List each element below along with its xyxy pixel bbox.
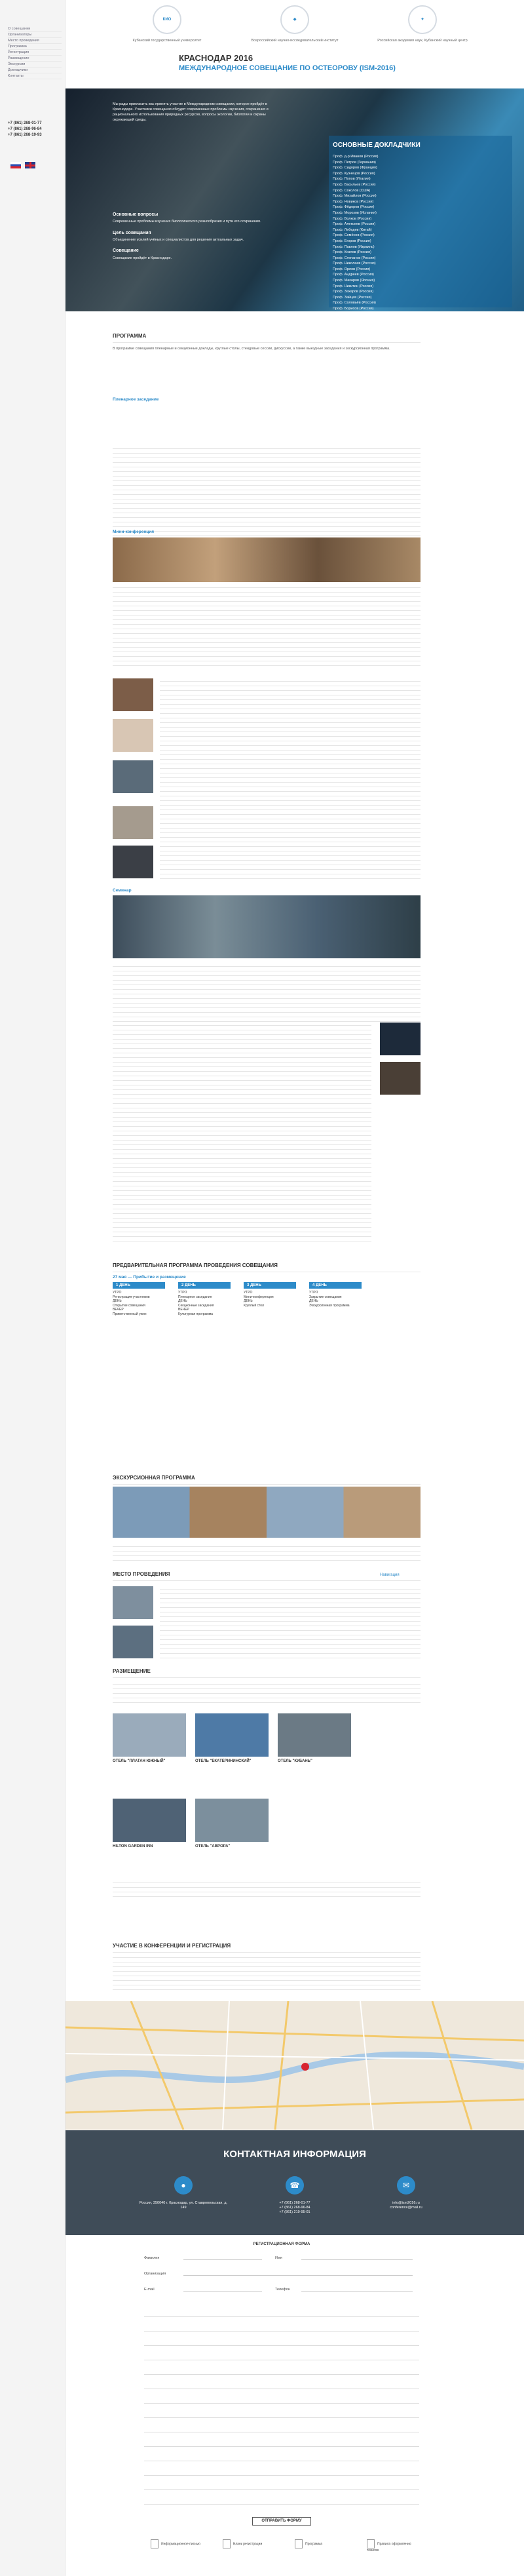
- program-section: [113, 333, 421, 403]
- email-field[interactable]: [183, 2285, 262, 2292]
- register-title: УЧАСТИЕ В КОНФЕРЕНЦИИ И РЕГИСТРАЦИЯ: [113, 1943, 421, 1953]
- keynote-speaker: Проф. Соколов (США): [333, 188, 371, 193]
- keynote-speaker: Проф. Лебедев (Китай): [333, 227, 372, 232]
- text-block: [113, 585, 421, 670]
- phone-number[interactable]: +7 (861) 268-96-84: [8, 127, 42, 131]
- photo-4: [113, 806, 153, 839]
- file-link[interactable]: Правила оформления тезисов: [367, 2539, 419, 2553]
- keynote-speaker: Проф. Павлов (Израиль): [333, 244, 375, 249]
- keynote-speaker: Проф. Кузнецов (Россия): [333, 171, 375, 176]
- program-title: ПРОГРАММА: [113, 333, 421, 343]
- keynote-speaker: Проф. Семёнов (Россия): [333, 233, 375, 238]
- sidebar-nav-item[interactable]: Организаторы: [8, 32, 62, 38]
- flag-ru-icon[interactable]: [10, 162, 21, 168]
- document-icon: [223, 2539, 231, 2548]
- text-block-2: [160, 678, 421, 882]
- phones: [8, 121, 42, 138]
- sidebar-nav-item[interactable]: Докладчики: [8, 68, 62, 73]
- photo-5: [113, 846, 153, 878]
- keynote-speaker: Проф. Сидоров (Франция): [333, 166, 377, 170]
- photo-1: [113, 678, 153, 711]
- photo-3: [113, 760, 153, 793]
- page-subtitle: МЕЖДУНАРОДНОЕ СОВЕЩАНИЕ ПО ОСТЕОРОВУ (ISM-2016): [179, 64, 396, 72]
- location-icon: ●: [174, 2176, 193, 2195]
- hotel-card[interactable]: ОТЕЛЬ "АВРОРА": [195, 1799, 269, 1849]
- lodging-section: РАЗМЕЩЕНИЕ: [113, 1668, 421, 1678]
- keynote-speaker: Проф. Егоров (Россия): [333, 239, 371, 243]
- sidebar-nav: [8, 26, 62, 79]
- keynote-speaker: Проф. Фёдоров (Россия): [333, 205, 375, 210]
- program-intro: В программе совещания пленарные и секционные доклады, круглые столы, стендовые сессии, дискуссии, а также выездные заседания и экскурсионная программа.: [113, 346, 390, 351]
- venue-photo-1: [113, 1586, 153, 1619]
- keynote-speaker: Проф. Волков (Россия): [333, 216, 372, 221]
- name-field[interactable]: [183, 2254, 262, 2260]
- seminar: Семинар: [113, 888, 132, 893]
- sidebar-nav-item[interactable]: Экскурсии: [8, 62, 62, 68]
- text-block-4: [113, 1023, 371, 1245]
- prelim-program: [113, 1262, 421, 1380]
- organizer-1[interactable]: КИО Кубанский государственный университет: [108, 5, 226, 43]
- keynote-speaker: Проф. Захаров (Россия): [333, 290, 374, 294]
- lab-photo: [113, 537, 421, 582]
- excursion-section: ЭКСКУРСИОННАЯ ПРОГРАММА: [113, 1475, 421, 1485]
- sidebar-nav-item[interactable]: О совещании: [8, 26, 62, 32]
- submit-button[interactable]: ОТПРАВИТЬ ФОРМУ: [252, 2517, 311, 2526]
- keynote-speaker: Проф. Козлов (Россия): [333, 250, 371, 255]
- file-link[interactable]: Бланк регистрации: [223, 2539, 275, 2548]
- day-2: 2 ДЕНЬ УТРО Пленарное заседание ДЕНЬ Секционные заседания ВЕЧЕР Культурная программа: [178, 1282, 231, 1317]
- sidebar-nav-item[interactable]: Размещение: [8, 56, 62, 62]
- hotel-card[interactable]: HILTON GARDEN INN: [113, 1799, 186, 1849]
- register-text: [113, 1955, 421, 1991]
- photo-7: [380, 1062, 421, 1095]
- excursion-photos: [113, 1487, 421, 1538]
- venue-map[interactable]: [66, 2001, 524, 2130]
- flag-en-icon[interactable]: [25, 162, 35, 168]
- phone-number[interactable]: +7 (861) 268-19-93: [8, 133, 42, 137]
- plenary-heading: Пленарное заседание: [113, 397, 159, 402]
- hotel-card[interactable]: ОТЕЛЬ "ПЛАТАН ЮЖНЫЙ": [113, 1713, 186, 1764]
- photo-6: [380, 1023, 421, 1055]
- header: [66, 0, 524, 88]
- form-body[interactable]: [144, 2307, 419, 2510]
- venue-text: [160, 1586, 421, 1658]
- venue-photo-2: [113, 1626, 153, 1658]
- day-3: 3 ДЕНЬ УТРО Мини-конференция ДЕНЬ Круглый стол: [244, 1282, 296, 1308]
- hero-box: Основные вопросы Современные проблемы изучения биологического разнообразия и пути его сохранения. Цель совещания Объединение усилий учёных и специалистов для решения актуальных задач. Совещание Совещание пройдёт в Краснодаре.: [113, 212, 261, 260]
- keynote-speaker: Проф. Борисов (Россия): [333, 307, 374, 311]
- keynote-speaker: Проф. д-р Иванов (Россия): [333, 155, 379, 159]
- photo-2: [113, 719, 153, 752]
- hero-intro: Мы рады пригласить вас принять участие в Международном совещании, которое пройдёт в Краснодаре. Участники совещания обсудят современные проблемы изучения, сохранения и рационального использования природных ресурсов, вопросы экологии, биологии и охраны окружающей среды.: [113, 102, 269, 122]
- sidebar-nav-item[interactable]: Место проведения: [8, 38, 62, 44]
- page-title: КРАСНОДАР 2016: [179, 53, 253, 63]
- document-icon: [367, 2539, 375, 2548]
- hero-banner: [66, 88, 524, 311]
- excursion-text: [113, 1544, 421, 1563]
- document-icon: [151, 2539, 159, 2548]
- document-icon: [295, 2539, 303, 2548]
- contacts-title: КОНТАКТНАЯ ИНФОРМАЦИЯ: [223, 2149, 366, 2160]
- prelim-title: ПРЕДВАРИТЕЛЬНАЯ ПРОГРАММА ПРОВЕДЕНИЯ СОВЕЩАНИЯ: [113, 1262, 421, 1272]
- keynote-speaker: Проф. Андреев (Россия): [333, 273, 374, 277]
- file-link[interactable]: Программа: [295, 2539, 347, 2548]
- institute-logo-icon: ◆: [280, 5, 309, 34]
- day-1: 1 ДЕНЬ УТРО Регистрация участников ДЕНЬ Открытие совещания ВЕЧЕР Приветственный ужин: [113, 1282, 165, 1317]
- phone-number[interactable]: +7 (861) 268-01-77: [8, 121, 42, 125]
- contact-address: ● Россия, 350040 г. Краснодар, ул. Ставропольская, д. 149: [138, 2176, 229, 2210]
- contact-email: ✉ info@ism2016.ru conference@mail.ru: [360, 2176, 452, 2210]
- keynote-speaker: Проф. Зайцев (Россия): [333, 295, 372, 300]
- keynote-speaker: Проф. Макаров (Япония): [333, 279, 375, 283]
- keynote-speaker: Проф. Попов (Италия): [333, 177, 371, 182]
- hotel-card[interactable]: ОТЕЛЬ "КУБАНЬ": [278, 1713, 351, 1764]
- venue-title: МЕСТО ПРОВЕДЕНИЯ: [113, 1571, 421, 1581]
- keynote-list: [333, 154, 510, 312]
- org-field[interactable]: [183, 2269, 413, 2276]
- keynote-speaker: Проф. Васильев (Россия): [333, 182, 376, 187]
- phone-icon: ☎: [286, 2176, 304, 2195]
- file-link[interactable]: Информационное письмо: [151, 2539, 203, 2548]
- contact-phone: ☎ +7 (861) 268-01-77 +7 (861) 268-96-84 +7 (861) 219-95-01: [249, 2176, 341, 2215]
- hotel-card[interactable]: ОТЕЛЬ "ЕКАТЕРИНИНСКИЙ": [195, 1713, 269, 1764]
- mail-icon: ✉: [397, 2176, 415, 2195]
- organizer-3[interactable]: ✦ Российская академия наук, Кубанский научный центр: [364, 5, 481, 43]
- keynote-speaker: Проф. Никитин (Россия): [333, 284, 374, 288]
- keynote-speaker: Проф. Орлов (Россия): [333, 267, 371, 271]
- keynote-title: ОСНОВНЫЕ ДОКЛАДЧИКИ: [333, 142, 421, 149]
- mini-conf: Мини-конференция: [113, 530, 155, 534]
- organizer-2[interactable]: ◆ Всероссийский научно-исследовательский институт: [236, 5, 354, 43]
- sidebar-nav-item[interactable]: Контакты: [8, 73, 62, 79]
- sidebar-nav-item[interactable]: Регистрация: [8, 50, 62, 56]
- sidebar-nav-item[interactable]: Программа: [8, 44, 62, 50]
- keynote-speaker: Проф. Петров (Германия): [333, 160, 376, 165]
- keynote-speaker: Проф. Соловьёв (Россия): [333, 301, 376, 305]
- contacts-section: [66, 2130, 524, 2235]
- hotel-text: [113, 1880, 421, 1898]
- register-section: [113, 1943, 421, 1953]
- lodging-text: [113, 1681, 421, 1705]
- keynote-speaker: Проф. Михайлов (Россия): [333, 194, 377, 199]
- phone-field[interactable]: [301, 2285, 413, 2292]
- venue-map-link[interactable]: Навигация: [380, 1573, 400, 1577]
- sidebar: [0, 0, 66, 2576]
- seminar-photo: [113, 895, 421, 958]
- text-block-3: [113, 964, 421, 1023]
- venue-section: [113, 1571, 421, 1581]
- keynote-speaker: Проф. Новиков (Россия): [333, 199, 374, 204]
- keynote-speaker: Проф. Николаев (Россия): [333, 262, 376, 266]
- first-name-field[interactable]: [301, 2254, 413, 2260]
- keynote-speaker: Проф. Степанов (Россия): [333, 256, 376, 260]
- map-canvas: [66, 2001, 524, 2130]
- center-logo-icon: ✦: [408, 5, 437, 34]
- form-title: РЕГИСТРАЦИОННАЯ ФОРМА: [253, 2242, 310, 2246]
- kiq-logo-icon: КИО: [153, 5, 181, 34]
- keynote-speaker: Проф. Алексеев (Россия): [333, 222, 376, 227]
- prelim-date: 27 мая — Прибытие и размещение: [113, 1274, 186, 1279]
- day-4: 4 ДЕНЬ УТРО Закрытие совещания ДЕНЬ Экскурсионная программа: [309, 1282, 362, 1308]
- keynote-speaker: Проф. Морозов (Испания): [333, 210, 377, 215]
